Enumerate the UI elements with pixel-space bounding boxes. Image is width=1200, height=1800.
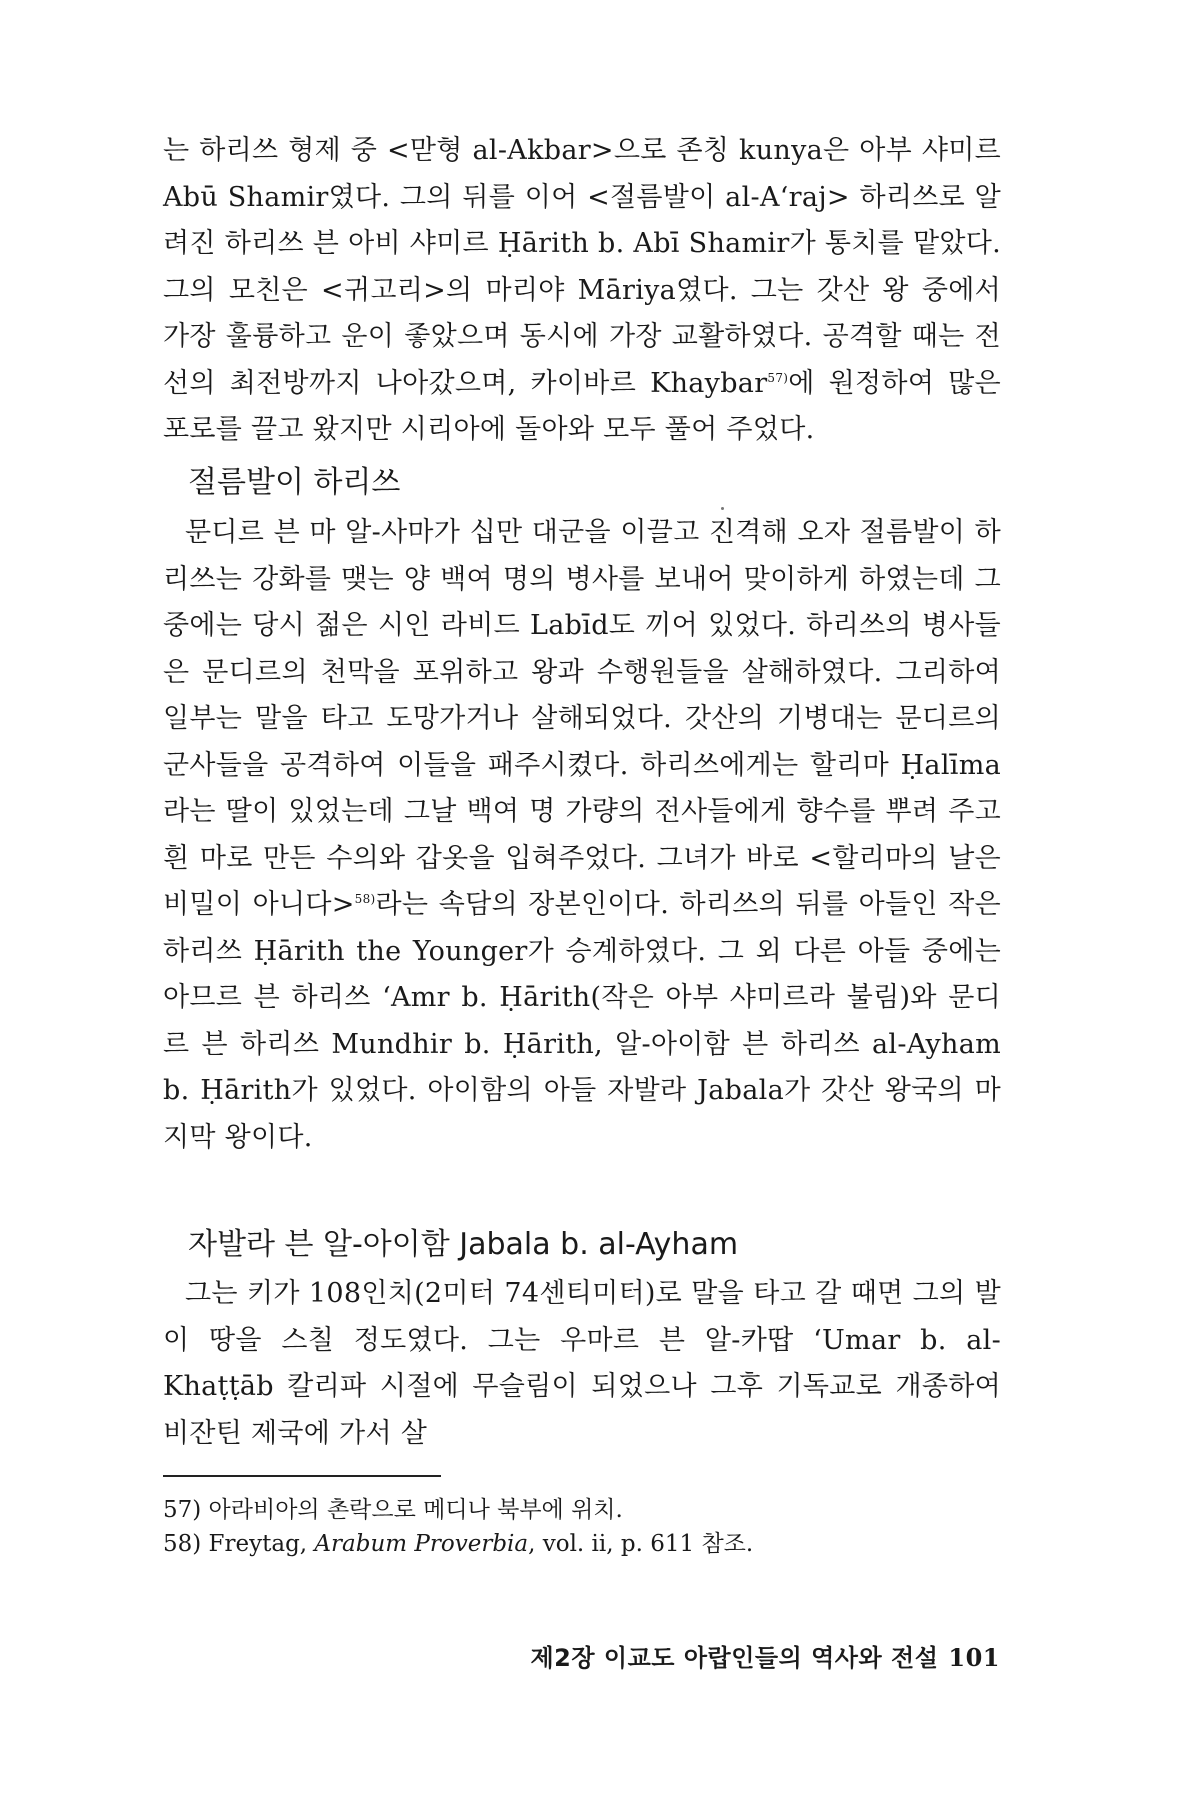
footnotes (163, 1493, 1001, 1561)
footnote-ref-57[interactable]: 57) (767, 370, 789, 385)
page-number: 101 (948, 1643, 1000, 1672)
footnote-57: 57) 아라비아의 촌락으로 메디나 북부에 위치. (163, 1497, 623, 1523)
section-heading-lame-harith: 절름발이 하리쓰 (188, 465, 401, 500)
section-paragraph (163, 510, 1001, 1161)
footnote-ref-58[interactable]: 58) (354, 892, 376, 906)
paragraph-text: 는 하리쓰 형제 중 <맏형 al-Akbar>으로 존칭 kunya은 아부 샤미르 Abū Shamir였다. 그의 뒤를 이어 <절름발이 al-A‘raj> 하리쓰로 알려진 하리쓰 븐 아비 샤미르 Ḥārith b. Abī Shamir가 통치를 맡았다. 그의 모친은 <귀고리>의 마리야 Māriya였다. 그는 갓산 왕 중에서 가장 훌륭하고 운이 좋았으며 동시에 가장 교활하였다. 공격할 때는 전선의 최전방까지 나아갔으며, 카이바르 Khaybar (163, 135, 1001, 399)
footnote-text: , vol. ii, p. 611 참조. (528, 1531, 754, 1557)
footnote-58 (163, 1527, 1001, 1561)
footnote-divider (163, 1475, 441, 1477)
cited-work-title: Arabum Proverbia (314, 1531, 529, 1557)
paragraph-text: 문디르 븐 마 알-사마가 십만 대군을 이끌고 진격해 오자 절름발이 하리쓰는 강화를 맺는 양 백여 명의 병사를 보내어 맞이하게 하였는데 그 중에는 당시 젊은 시인 라비드 Labīd도 끼어 있었다. 하리쓰의 병사들은 문디르의 천막을 포위하고 왕과 수행원들을 살해하였다. 그리하여 일부는 말을 타고 도망가거나 살해되었다. 갓산의 기병대는 문디르의 군사들을 공격하여 이들을 패주시켰다. 하리쓰에게는 할리마 Ḥalīma라는 딸이 있었는데 그날 백여 명 가량의 전사들에게 향수를 뿌려 주고 흰 마로 만든 수의와 갑옷을 입혀주었다. 그녀가 바로 <할리마의 날은 비밀이 아니다> (163, 517, 1001, 920)
footnote-text: 58) Freytag, (163, 1531, 315, 1557)
paragraph-text: 그는 키가 108인치(2미터 74센티미터)로 말을 타고 갈 때면 그의 발이 땅을 스칠 정도였다. 그는 우마르 븐 알-카땁 ‘Umar b. al-Khaṭṭāb 칼리파 시절에 무슬림이 되었으나 그후 기독교로 개종하여 비잔틴 제국에 가서 살 (163, 1278, 1001, 1449)
paragraph-text: 라는 속담의 장본인이다. 하리쓰의 뒤를 아들인 작은 하리쓰 Ḥārith the Younger가 승계하였다. 그 외 다른 아들 중에는 아므르 븐 하리쓰 ‘Amr b. Ḥārith(작은 아부 샤미르라 불림)와 문디르 븐 하리쓰 Mundhir b. Ḥārith, 알-아이함 븐 하리쓰 al-Ayham b. Ḥārith가 있었다. 아이함의 아들 자발라 Jabala가 갓산 왕국의 마지막 왕이다. (163, 889, 1001, 1153)
paragraph-continuation (163, 128, 1001, 454)
paragraph-text: 에 원정하여 많은 포로를 끌고 왔지만 시리아에 돌아와 모두 풀어 주었다. (163, 367, 1001, 445)
section-heading-jabala: 자발라 븐 알-아이함 Jabala b. al-Ayham (188, 1227, 739, 1262)
chapter-title: 제2장 이교도 아랍인들의 역사와 전설 (530, 1644, 939, 1672)
running-footer (531, 1638, 1001, 1673)
section-paragraph (163, 1271, 1001, 1457)
